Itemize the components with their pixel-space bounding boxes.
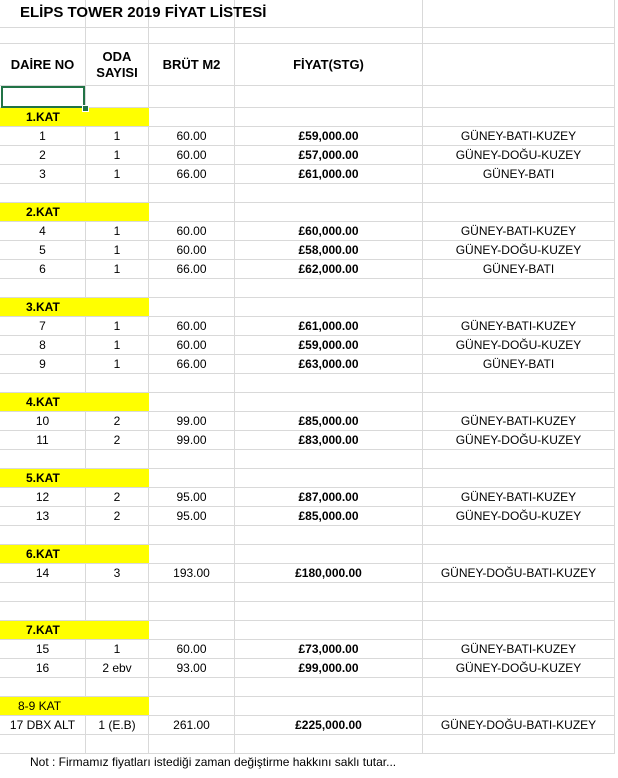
cell[interactable] <box>235 86 423 108</box>
cell[interactable] <box>149 450 235 469</box>
price-cell[interactable]: £63,000.00 <box>235 355 423 374</box>
blank-row <box>0 279 618 298</box>
blank-row <box>0 583 618 602</box>
floor-label-row <box>0 298 618 317</box>
direction-cell[interactable]: GÜNEY-DOĞU-KUZEY <box>423 146 615 165</box>
cell[interactable] <box>235 203 423 222</box>
floor-label[interactable]: 2.KAT <box>0 203 149 222</box>
table-row <box>0 127 618 146</box>
cell[interactable] <box>0 184 86 203</box>
cell[interactable] <box>423 108 615 127</box>
brut-m2-cell[interactable]: 93.00 <box>149 659 235 678</box>
cell[interactable] <box>423 545 615 564</box>
cell[interactable] <box>86 279 149 298</box>
brut-m2-cell[interactable]: 193.00 <box>149 564 235 583</box>
cell[interactable] <box>423 184 615 203</box>
header-fiyat[interactable]: FİYAT(STG) <box>235 44 423 86</box>
price-cell[interactable]: £59,000.00 <box>235 336 423 355</box>
cell[interactable] <box>235 526 423 545</box>
brut-m2-cell[interactable]: 60.00 <box>149 640 235 659</box>
table-row <box>0 146 618 165</box>
cell[interactable] <box>235 28 423 44</box>
cell[interactable] <box>86 602 149 621</box>
floor-label[interactable]: 3.KAT <box>0 298 149 317</box>
price-cell[interactable]: £83,000.00 <box>235 431 423 450</box>
oda-sayisi-cell[interactable]: 2 <box>86 412 149 431</box>
floor-label-row <box>0 203 618 222</box>
daire-no-cell[interactable]: 15 <box>0 640 86 659</box>
cell[interactable] <box>235 279 423 298</box>
daire-no-cell[interactable]: 14 <box>0 564 86 583</box>
cell[interactable] <box>149 697 235 716</box>
table-row <box>0 564 618 583</box>
cell[interactable] <box>235 602 423 621</box>
cell[interactable] <box>0 450 86 469</box>
cell[interactable] <box>149 602 235 621</box>
sheet-title: ELİPS TOWER 2019 FİYAT LİSTESİ <box>20 4 267 21</box>
floor-label-row <box>0 697 618 716</box>
cell[interactable] <box>235 393 423 412</box>
oda-sayisi-cell[interactable]: 1 <box>86 336 149 355</box>
cell[interactable] <box>423 86 615 108</box>
floor-label[interactable]: 5.KAT <box>0 469 149 488</box>
blank-row <box>0 374 618 393</box>
direction-cell[interactable]: GÜNEY-BATI <box>423 355 615 374</box>
brut-m2-cell[interactable]: 60.00 <box>149 222 235 241</box>
cell[interactable] <box>149 678 235 697</box>
cell[interactable] <box>86 583 149 602</box>
table-row <box>0 431 618 450</box>
blank-row <box>0 86 618 108</box>
daire-no-cell[interactable]: 6 <box>0 260 86 279</box>
daire-no-cell[interactable]: 1 <box>0 127 86 146</box>
brut-m2-cell[interactable]: 60.00 <box>149 241 235 260</box>
direction-cell[interactable]: GÜNEY-DOĞU-KUZEY <box>423 241 615 260</box>
direction-cell[interactable]: GÜNEY-DOĞU-KUZEY <box>423 336 615 355</box>
floor-label-row <box>0 621 618 640</box>
daire-no-cell[interactable]: 13 <box>0 507 86 526</box>
oda-sayisi-cell[interactable]: 3 <box>86 564 149 583</box>
blank-row <box>0 678 618 697</box>
daire-no-cell[interactable]: 12 <box>0 488 86 507</box>
cell[interactable] <box>149 374 235 393</box>
brut-m2-cell[interactable]: 261.00 <box>149 716 235 735</box>
table-row <box>0 241 618 260</box>
table-row <box>0 317 618 336</box>
direction-cell[interactable]: GÜNEY-BATI-KUZEY <box>423 317 615 336</box>
cell[interactable] <box>0 735 86 754</box>
oda-sayisi-cell[interactable]: 1 <box>86 127 149 146</box>
cell[interactable] <box>423 279 615 298</box>
daire-no-cell[interactable]: 4 <box>0 222 86 241</box>
cell[interactable] <box>423 583 615 602</box>
cell[interactable] <box>149 28 235 44</box>
price-cell[interactable]: £225,000.00 <box>235 716 423 735</box>
floor-label-row <box>0 108 618 127</box>
price-cell[interactable]: £57,000.00 <box>235 146 423 165</box>
oda-sayisi-cell[interactable]: 2 <box>86 431 149 450</box>
cell[interactable] <box>423 678 615 697</box>
header-row <box>0 44 618 86</box>
blank-row <box>0 28 618 44</box>
price-cell[interactable]: £61,000.00 <box>235 317 423 336</box>
blank-row <box>0 526 618 545</box>
cell[interactable] <box>86 28 149 44</box>
floor-label[interactable]: 1.KAT <box>0 108 149 127</box>
cell[interactable] <box>149 279 235 298</box>
cell[interactable] <box>423 469 615 488</box>
header-oda-sayisi[interactable] <box>86 44 149 86</box>
cell[interactable] <box>86 184 149 203</box>
price-cell[interactable]: £180,000.00 <box>235 564 423 583</box>
brut-m2-cell[interactable]: 60.00 <box>149 146 235 165</box>
oda-sayisi-cell[interactable]: 2 ebv <box>86 659 149 678</box>
cell[interactable] <box>0 526 86 545</box>
cell[interactable] <box>0 279 86 298</box>
cell[interactable] <box>86 86 149 108</box>
oda-sayisi-cell[interactable]: 1 <box>86 165 149 184</box>
cell[interactable] <box>423 526 615 545</box>
daire-no-cell[interactable]: 9 <box>0 355 86 374</box>
brut-m2-cell[interactable]: 99.00 <box>149 412 235 431</box>
oda-sayisi-cell[interactable]: 1 <box>86 222 149 241</box>
price-cell[interactable]: £62,000.00 <box>235 260 423 279</box>
brut-m2-cell[interactable]: 60.00 <box>149 336 235 355</box>
table-row <box>0 165 618 184</box>
cell[interactable] <box>86 374 149 393</box>
direction-cell[interactable]: GÜNEY-BATI-KUZEY <box>423 412 615 431</box>
header-brut-m2[interactable]: BRÜT M2 <box>149 44 235 86</box>
direction-cell[interactable]: GÜNEY-DOĞU-KUZEY <box>423 431 615 450</box>
direction-cell[interactable]: GÜNEY-BATI-KUZEY <box>423 640 615 659</box>
daire-no-cell[interactable]: 8 <box>0 336 86 355</box>
cell[interactable] <box>423 374 615 393</box>
cell[interactable] <box>149 393 235 412</box>
cell[interactable] <box>235 678 423 697</box>
cell[interactable] <box>423 697 615 716</box>
cell[interactable] <box>149 621 235 640</box>
daire-no-cell[interactable]: 5 <box>0 241 86 260</box>
daire-no-cell[interactable]: 16 <box>0 659 86 678</box>
cell[interactable] <box>149 545 235 564</box>
brut-m2-cell[interactable]: 66.00 <box>149 165 235 184</box>
direction-cell[interactable]: GÜNEY-BATI-KUZEY <box>423 488 615 507</box>
cell[interactable] <box>423 735 615 754</box>
direction-cell[interactable]: GÜNEY-DOĞU-KUZEY <box>423 507 615 526</box>
oda-sayisi-cell[interactable]: 1 <box>86 146 149 165</box>
brut-m2-cell[interactable]: 95.00 <box>149 507 235 526</box>
cell[interactable] <box>149 735 235 754</box>
price-cell[interactable]: £85,000.00 <box>235 412 423 431</box>
cell-selection-border <box>1 86 85 108</box>
floor-label[interactable]: 7.KAT <box>0 621 149 640</box>
oda-sayisi-cell[interactable]: 1 <box>86 640 149 659</box>
fill-handle[interactable] <box>82 105 89 112</box>
cell[interactable] <box>235 583 423 602</box>
direction-cell[interactable]: GÜNEY-DOĞU-KUZEY <box>423 659 615 678</box>
direction-cell[interactable]: GÜNEY-BATI-KUZEY <box>423 222 615 241</box>
cell[interactable] <box>235 108 423 127</box>
cell[interactable] <box>149 203 235 222</box>
cell[interactable] <box>149 108 235 127</box>
floor-label[interactable]: 8-9 KAT <box>0 697 149 716</box>
brut-m2-cell[interactable]: 66.00 <box>149 260 235 279</box>
cell[interactable] <box>86 678 149 697</box>
daire-no-cell[interactable]: 7 <box>0 317 86 336</box>
oda-sayisi-cell[interactable]: 1 <box>86 355 149 374</box>
cell[interactable] <box>235 450 423 469</box>
brut-m2-cell[interactable]: 60.00 <box>149 127 235 146</box>
cell[interactable] <box>423 0 615 28</box>
table-row <box>0 260 618 279</box>
table-row <box>0 507 618 526</box>
direction-cell[interactable]: GÜNEY-BATI-KUZEY <box>423 127 615 146</box>
brut-m2-cell[interactable]: 99.00 <box>149 431 235 450</box>
direction-cell[interactable]: GÜNEY-BATI <box>423 260 615 279</box>
oda-sayisi-cell[interactable]: 1 <box>86 317 149 336</box>
cell[interactable] <box>0 28 86 44</box>
brut-m2-cell[interactable]: 66.00 <box>149 355 235 374</box>
cell[interactable] <box>149 526 235 545</box>
price-cell[interactable]: £58,000.00 <box>235 241 423 260</box>
direction-cell[interactable]: GÜNEY-DOĞU-BATI-KUZEY <box>423 716 615 735</box>
brut-m2-cell[interactable]: 60.00 <box>149 317 235 336</box>
cell[interactable] <box>423 298 615 317</box>
cell[interactable] <box>0 374 86 393</box>
oda-sayisi-cell[interactable]: 2 <box>86 507 149 526</box>
cell[interactable] <box>423 621 615 640</box>
cell[interactable] <box>423 602 615 621</box>
daire-no-cell[interactable]: 10 <box>0 412 86 431</box>
floor-label-row <box>0 469 618 488</box>
oda-sayisi-cell[interactable]: 2 <box>86 488 149 507</box>
table-row <box>0 659 618 678</box>
header-daire-no[interactable]: DAİRE NO <box>0 44 86 86</box>
cell[interactable] <box>149 184 235 203</box>
floor-label[interactable]: 4.KAT <box>0 393 149 412</box>
header-oda-line1: ODA <box>102 48 132 64</box>
cell[interactable] <box>423 44 615 86</box>
cell[interactable] <box>235 298 423 317</box>
daire-no-cell[interactable]: 3 <box>0 165 86 184</box>
table-row <box>0 336 618 355</box>
cell[interactable] <box>423 28 615 44</box>
table-row <box>0 716 618 735</box>
cell[interactable] <box>235 184 423 203</box>
blank-row <box>0 602 618 621</box>
blank-row <box>0 184 618 203</box>
oda-sayisi-cell[interactable]: 1 (E.B) <box>86 716 149 735</box>
cell[interactable] <box>0 583 86 602</box>
cell[interactable] <box>235 374 423 393</box>
cell[interactable] <box>235 545 423 564</box>
daire-no-cell[interactable]: 11 <box>0 431 86 450</box>
price-cell[interactable]: £87,000.00 <box>235 488 423 507</box>
cell[interactable] <box>86 450 149 469</box>
header-oda-line2: SAYISI <box>96 64 138 80</box>
blank-row <box>0 735 618 754</box>
table-row <box>0 355 618 374</box>
cell[interactable] <box>423 393 615 412</box>
cell[interactable] <box>86 735 149 754</box>
cell[interactable] <box>235 621 423 640</box>
price-cell[interactable]: £61,000.00 <box>235 165 423 184</box>
title-row <box>0 0 618 28</box>
cell[interactable] <box>149 469 235 488</box>
cell[interactable] <box>149 86 235 108</box>
table-row <box>0 488 618 507</box>
price-cell[interactable]: £60,000.00 <box>235 222 423 241</box>
table-row <box>0 640 618 659</box>
note-text: Not : Firmamız fiyatları istediği zaman değiştirme hakkını saklı tutar... <box>30 755 397 769</box>
daire-no-cell[interactable]: 17 DBX ALT <box>0 716 86 735</box>
cell[interactable] <box>235 697 423 716</box>
floor-label-row <box>0 393 618 412</box>
cell[interactable] <box>423 450 615 469</box>
price-cell[interactable]: £85,000.00 <box>235 507 423 526</box>
cell[interactable] <box>235 735 423 754</box>
price-cell[interactable]: £59,000.00 <box>235 127 423 146</box>
cell[interactable] <box>86 526 149 545</box>
cell[interactable] <box>235 469 423 488</box>
blank-row <box>0 450 618 469</box>
direction-cell[interactable]: GÜNEY-DOĞU-BATI-KUZEY <box>423 564 615 583</box>
oda-sayisi-cell[interactable]: 1 <box>86 260 149 279</box>
cell[interactable] <box>149 298 235 317</box>
cell[interactable] <box>423 203 615 222</box>
cell[interactable] <box>0 602 86 621</box>
price-cell[interactable]: £73,000.00 <box>235 640 423 659</box>
price-cell[interactable]: £99,000.00 <box>235 659 423 678</box>
cell[interactable] <box>149 583 235 602</box>
oda-sayisi-cell[interactable]: 1 <box>86 241 149 260</box>
daire-no-cell[interactable]: 2 <box>0 146 86 165</box>
cell[interactable] <box>0 678 86 697</box>
table-row <box>0 222 618 241</box>
table-row <box>0 412 618 431</box>
direction-cell[interactable]: GÜNEY-BATI <box>423 165 615 184</box>
floor-label-row <box>0 545 618 564</box>
floor-label[interactable]: 6.KAT <box>0 545 149 564</box>
brut-m2-cell[interactable]: 95.00 <box>149 488 235 507</box>
